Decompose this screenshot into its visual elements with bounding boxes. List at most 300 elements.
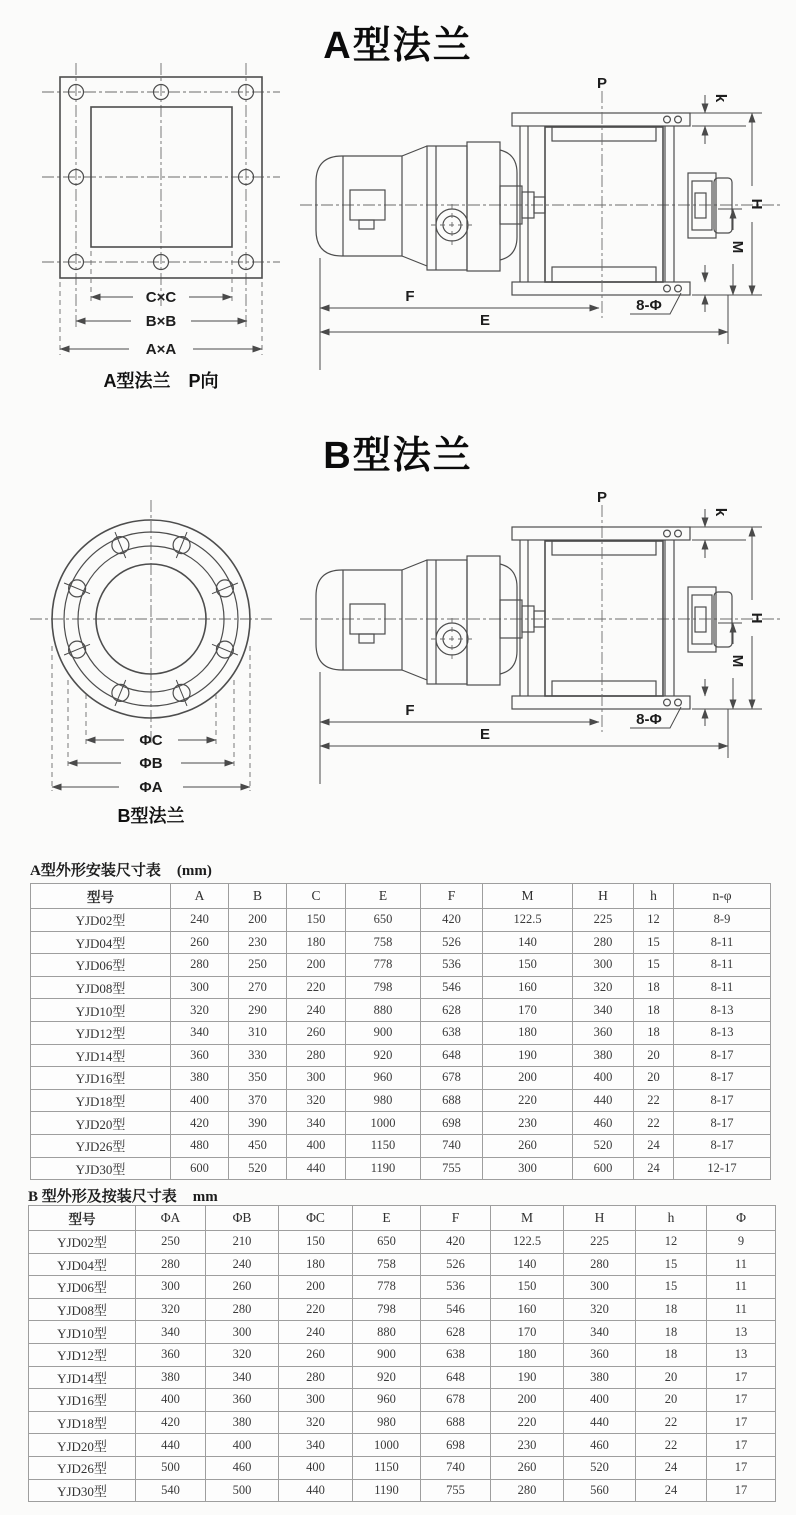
value-cell: 350 bbox=[229, 1067, 287, 1090]
table-row bbox=[31, 976, 771, 999]
column-header: E bbox=[353, 1206, 421, 1231]
value-cell: 13 bbox=[707, 1321, 776, 1344]
value-cell: 220 bbox=[287, 976, 346, 999]
label-h: H bbox=[748, 612, 765, 624]
value-cell: 536 bbox=[421, 1276, 491, 1299]
value-cell: 600 bbox=[573, 1157, 634, 1180]
value-cell: 400 bbox=[279, 1456, 353, 1479]
value-cell: 638 bbox=[421, 1343, 491, 1366]
value-cell: 380 bbox=[573, 1044, 634, 1067]
value-cell: 340 bbox=[206, 1366, 279, 1389]
value-cell: 200 bbox=[229, 909, 287, 932]
table-row bbox=[29, 1276, 776, 1299]
value-cell: 310 bbox=[229, 1021, 287, 1044]
value-cell: 440 bbox=[564, 1411, 636, 1434]
value-cell: 20 bbox=[634, 1067, 674, 1090]
value-cell: 280 bbox=[491, 1479, 564, 1502]
value-cell: 390 bbox=[229, 1112, 287, 1135]
value-cell: 17 bbox=[707, 1456, 776, 1479]
value-cell: 500 bbox=[136, 1456, 206, 1479]
value-cell: 260 bbox=[483, 1134, 573, 1157]
value-cell: 122.5 bbox=[483, 909, 573, 932]
table-b-title bbox=[28, 1185, 218, 1206]
value-cell: 900 bbox=[353, 1343, 421, 1366]
value-cell: 320 bbox=[171, 999, 229, 1022]
value-cell: 460 bbox=[573, 1112, 634, 1135]
label-m: M bbox=[729, 654, 746, 668]
model-cell: YJD14型 bbox=[29, 1366, 136, 1389]
model-cell: YJD04型 bbox=[31, 931, 171, 954]
a-dimensions-table bbox=[30, 883, 771, 1180]
value-cell: 300 bbox=[136, 1276, 206, 1299]
a-front-view-caption: A型法兰 P向 bbox=[103, 371, 219, 391]
value-cell: 450 bbox=[229, 1134, 287, 1157]
value-cell: 758 bbox=[346, 931, 421, 954]
value-cell: 300 bbox=[287, 1067, 346, 1090]
label-p: P bbox=[596, 489, 608, 506]
value-cell: 755 bbox=[421, 1157, 483, 1180]
value-cell: 150 bbox=[491, 1276, 564, 1299]
value-cell: 400 bbox=[564, 1389, 636, 1412]
column-header: h bbox=[634, 884, 674, 909]
column-header: Φ bbox=[707, 1206, 776, 1231]
column-header: H bbox=[564, 1206, 636, 1231]
model-cell: YJD16型 bbox=[31, 1067, 171, 1090]
value-cell: 778 bbox=[353, 1276, 421, 1299]
table-row bbox=[31, 909, 771, 932]
value-cell: 280 bbox=[287, 1044, 346, 1067]
value-cell: 160 bbox=[491, 1298, 564, 1321]
model-cell: YJD06型 bbox=[29, 1276, 136, 1299]
table-row bbox=[29, 1298, 776, 1321]
value-cell: 8-17 bbox=[674, 1044, 771, 1067]
value-cell: 150 bbox=[279, 1231, 353, 1254]
value-cell: 440 bbox=[287, 1157, 346, 1180]
value-cell: 420 bbox=[421, 909, 483, 932]
value-cell: 920 bbox=[346, 1044, 421, 1067]
value-cell: 440 bbox=[573, 1089, 634, 1112]
value-cell: 20 bbox=[634, 1044, 674, 1067]
model-cell: YJD16型 bbox=[29, 1389, 136, 1412]
label-f: F bbox=[405, 288, 415, 305]
value-cell: 12 bbox=[634, 909, 674, 932]
value-cell: 22 bbox=[636, 1411, 707, 1434]
value-cell: 17 bbox=[707, 1411, 776, 1434]
table-b-title-text: B 型外形及按装尺寸表 bbox=[28, 1189, 177, 1205]
value-cell: 400 bbox=[136, 1389, 206, 1412]
value-cell: 17 bbox=[707, 1479, 776, 1502]
model-cell: YJD08型 bbox=[31, 976, 171, 999]
value-cell: 11 bbox=[707, 1253, 776, 1276]
value-cell: 15 bbox=[636, 1253, 707, 1276]
value-cell: 628 bbox=[421, 999, 483, 1022]
value-cell: 380 bbox=[564, 1366, 636, 1389]
value-cell: 160 bbox=[483, 976, 573, 999]
value-cell: 270 bbox=[229, 976, 287, 999]
model-cell: YJD18型 bbox=[29, 1411, 136, 1434]
model-cell: YJD04型 bbox=[29, 1253, 136, 1276]
value-cell: 340 bbox=[279, 1434, 353, 1457]
a-flange-front-view-drawing bbox=[30, 55, 310, 415]
table-row bbox=[29, 1253, 776, 1276]
model-cell: YJD18型 bbox=[31, 1089, 171, 1112]
value-cell: 250 bbox=[229, 954, 287, 977]
column-header: 型号 bbox=[29, 1206, 136, 1231]
column-header: A bbox=[171, 884, 229, 909]
value-cell: 420 bbox=[136, 1411, 206, 1434]
dim-label-phia: ΦA bbox=[139, 779, 163, 796]
value-cell: 18 bbox=[636, 1321, 707, 1344]
table-header-row bbox=[31, 884, 771, 909]
value-cell: 280 bbox=[206, 1298, 279, 1321]
b-front-view-caption: B型法兰 bbox=[117, 806, 185, 826]
value-cell: 1190 bbox=[346, 1157, 421, 1180]
column-header: ΦC bbox=[279, 1206, 353, 1231]
value-cell: 678 bbox=[421, 1389, 491, 1412]
table-b-unit: mm bbox=[192, 1189, 218, 1205]
table-row bbox=[31, 954, 771, 977]
section-a-title: A型法兰 bbox=[323, 25, 473, 67]
value-cell: 220 bbox=[491, 1411, 564, 1434]
value-cell: 150 bbox=[287, 909, 346, 932]
value-cell: 8-11 bbox=[674, 954, 771, 977]
value-cell: 880 bbox=[353, 1321, 421, 1344]
value-cell: 180 bbox=[287, 931, 346, 954]
value-cell: 380 bbox=[171, 1067, 229, 1090]
value-cell: 15 bbox=[636, 1276, 707, 1299]
value-cell: 320 bbox=[564, 1298, 636, 1321]
value-cell: 8-17 bbox=[674, 1112, 771, 1135]
value-cell: 440 bbox=[279, 1479, 353, 1502]
table-a-title-text: A型外形安装尺寸表 bbox=[30, 863, 161, 879]
value-cell: 12-17 bbox=[674, 1157, 771, 1180]
value-cell: 400 bbox=[206, 1434, 279, 1457]
value-cell: 240 bbox=[279, 1321, 353, 1344]
value-cell: 360 bbox=[136, 1343, 206, 1366]
value-cell: 18 bbox=[634, 1021, 674, 1044]
model-cell: YJD10型 bbox=[31, 999, 171, 1022]
column-header: h bbox=[636, 1206, 707, 1231]
value-cell: 460 bbox=[564, 1434, 636, 1457]
value-cell: 8-13 bbox=[674, 999, 771, 1022]
table-row bbox=[31, 931, 771, 954]
b-dimensions-table bbox=[28, 1205, 776, 1502]
value-cell: 300 bbox=[279, 1389, 353, 1412]
value-cell: 170 bbox=[491, 1321, 564, 1344]
value-cell: 250 bbox=[136, 1231, 206, 1254]
value-cell: 340 bbox=[136, 1321, 206, 1344]
value-cell: 546 bbox=[421, 1298, 491, 1321]
value-cell: 24 bbox=[634, 1157, 674, 1180]
value-cell: 650 bbox=[353, 1231, 421, 1254]
value-cell: 758 bbox=[353, 1253, 421, 1276]
value-cell: 1000 bbox=[353, 1434, 421, 1457]
model-cell: YJD08型 bbox=[29, 1298, 136, 1321]
value-cell: 140 bbox=[483, 931, 573, 954]
value-cell: 740 bbox=[421, 1134, 483, 1157]
value-cell: 300 bbox=[483, 1157, 573, 1180]
label-e: E bbox=[479, 726, 491, 743]
value-cell: 320 bbox=[573, 976, 634, 999]
value-cell: 320 bbox=[279, 1411, 353, 1434]
label-m: M bbox=[729, 240, 746, 254]
value-cell: 20 bbox=[636, 1366, 707, 1389]
table-row bbox=[29, 1456, 776, 1479]
value-cell: 24 bbox=[636, 1456, 707, 1479]
table-row bbox=[31, 1157, 771, 1180]
value-cell: 20 bbox=[636, 1389, 707, 1412]
model-cell: YJD26型 bbox=[31, 1134, 171, 1157]
value-cell: 8-11 bbox=[674, 976, 771, 999]
value-cell: 600 bbox=[171, 1157, 229, 1180]
value-cell: 260 bbox=[287, 1021, 346, 1044]
value-cell: 300 bbox=[573, 954, 634, 977]
table-row bbox=[29, 1231, 776, 1254]
value-cell: 420 bbox=[421, 1231, 491, 1254]
value-cell: 340 bbox=[171, 1021, 229, 1044]
value-cell: 330 bbox=[229, 1044, 287, 1067]
value-cell: 260 bbox=[171, 931, 229, 954]
value-cell: 560 bbox=[564, 1479, 636, 1502]
value-cell: 698 bbox=[421, 1112, 483, 1135]
value-cell: 688 bbox=[421, 1411, 491, 1434]
value-cell: 360 bbox=[206, 1389, 279, 1412]
value-cell: 340 bbox=[564, 1321, 636, 1344]
column-header: F bbox=[421, 884, 483, 909]
value-cell: 688 bbox=[421, 1089, 483, 1112]
table-row bbox=[31, 999, 771, 1022]
label-h: H bbox=[748, 198, 765, 210]
value-cell: 150 bbox=[483, 954, 573, 977]
value-cell: 520 bbox=[229, 1157, 287, 1180]
value-cell: 12 bbox=[636, 1231, 707, 1254]
value-cell: 920 bbox=[353, 1366, 421, 1389]
table-row bbox=[29, 1321, 776, 1344]
value-cell: 300 bbox=[206, 1321, 279, 1344]
value-cell: 200 bbox=[279, 1276, 353, 1299]
column-header: M bbox=[483, 884, 573, 909]
value-cell: 400 bbox=[171, 1089, 229, 1112]
value-cell: 300 bbox=[564, 1276, 636, 1299]
value-cell: 440 bbox=[136, 1434, 206, 1457]
column-header: ΦA bbox=[136, 1206, 206, 1231]
value-cell: 360 bbox=[171, 1044, 229, 1067]
b-flange-front-view-drawing bbox=[20, 488, 300, 848]
value-cell: 290 bbox=[229, 999, 287, 1022]
value-cell: 520 bbox=[564, 1456, 636, 1479]
value-cell: 240 bbox=[287, 999, 346, 1022]
value-cell: 628 bbox=[421, 1321, 491, 1344]
value-cell: 400 bbox=[287, 1134, 346, 1157]
value-cell: 960 bbox=[346, 1067, 421, 1090]
value-cell: 22 bbox=[634, 1112, 674, 1135]
value-cell: 755 bbox=[421, 1479, 491, 1502]
value-cell: 380 bbox=[206, 1411, 279, 1434]
value-cell: 230 bbox=[491, 1434, 564, 1457]
value-cell: 17 bbox=[707, 1434, 776, 1457]
table-row bbox=[31, 1044, 771, 1067]
label-k: k bbox=[712, 507, 729, 517]
value-cell: 520 bbox=[573, 1134, 634, 1157]
value-cell: 180 bbox=[483, 1021, 573, 1044]
value-cell: 18 bbox=[634, 999, 674, 1022]
value-cell: 1000 bbox=[346, 1112, 421, 1135]
value-cell: 540 bbox=[136, 1479, 206, 1502]
value-cell: 648 bbox=[421, 1044, 483, 1067]
model-cell: YJD02型 bbox=[31, 909, 171, 932]
value-cell: 240 bbox=[171, 909, 229, 932]
value-cell: 180 bbox=[279, 1253, 353, 1276]
value-cell: 500 bbox=[206, 1479, 279, 1502]
value-cell: 8-17 bbox=[674, 1089, 771, 1112]
table-row bbox=[29, 1479, 776, 1502]
label-p: P bbox=[596, 75, 608, 92]
dim-label-phic: ΦC bbox=[139, 732, 163, 749]
value-cell: 280 bbox=[279, 1366, 353, 1389]
value-cell: 526 bbox=[421, 931, 483, 954]
a-machine-side-view-drawing bbox=[300, 75, 796, 378]
value-cell: 210 bbox=[206, 1231, 279, 1254]
value-cell: 320 bbox=[287, 1089, 346, 1112]
value-cell: 18 bbox=[634, 976, 674, 999]
column-header: F bbox=[421, 1206, 491, 1231]
value-cell: 980 bbox=[346, 1089, 421, 1112]
value-cell: 900 bbox=[346, 1021, 421, 1044]
value-cell: 260 bbox=[206, 1276, 279, 1299]
value-cell: 9 bbox=[707, 1231, 776, 1254]
value-cell: 420 bbox=[171, 1112, 229, 1135]
table-row bbox=[29, 1366, 776, 1389]
value-cell: 8-17 bbox=[674, 1134, 771, 1157]
value-cell: 18 bbox=[636, 1298, 707, 1321]
value-cell: 225 bbox=[564, 1231, 636, 1254]
value-cell: 320 bbox=[136, 1298, 206, 1321]
value-cell: 536 bbox=[421, 954, 483, 977]
value-cell: 638 bbox=[421, 1021, 483, 1044]
table-row bbox=[29, 1411, 776, 1434]
value-cell: 8-9 bbox=[674, 909, 771, 932]
value-cell: 648 bbox=[421, 1366, 491, 1389]
column-header: 型号 bbox=[31, 884, 171, 909]
value-cell: 22 bbox=[636, 1434, 707, 1457]
value-cell: 8-13 bbox=[674, 1021, 771, 1044]
model-cell: YJD26型 bbox=[29, 1456, 136, 1479]
model-cell: YJD12型 bbox=[29, 1343, 136, 1366]
model-cell: YJD02型 bbox=[29, 1231, 136, 1254]
value-cell: 13 bbox=[707, 1343, 776, 1366]
value-cell: 8-11 bbox=[674, 931, 771, 954]
value-cell: 240 bbox=[206, 1253, 279, 1276]
value-cell: 22 bbox=[634, 1089, 674, 1112]
column-header: B bbox=[229, 884, 287, 909]
value-cell: 526 bbox=[421, 1253, 491, 1276]
value-cell: 320 bbox=[206, 1343, 279, 1366]
value-cell: 960 bbox=[353, 1389, 421, 1412]
value-cell: 15 bbox=[634, 931, 674, 954]
value-cell: 180 bbox=[491, 1343, 564, 1366]
value-cell: 340 bbox=[287, 1112, 346, 1135]
column-header: ΦB bbox=[206, 1206, 279, 1231]
value-cell: 678 bbox=[421, 1067, 483, 1090]
table-row bbox=[31, 1067, 771, 1090]
value-cell: 480 bbox=[171, 1134, 229, 1157]
value-cell: 300 bbox=[171, 976, 229, 999]
value-cell: 880 bbox=[346, 999, 421, 1022]
value-cell: 190 bbox=[483, 1044, 573, 1067]
value-cell: 370 bbox=[229, 1089, 287, 1112]
value-cell: 200 bbox=[287, 954, 346, 977]
value-cell: 360 bbox=[573, 1021, 634, 1044]
column-header: E bbox=[346, 884, 421, 909]
model-cell: YJD30型 bbox=[31, 1157, 171, 1180]
value-cell: 340 bbox=[573, 999, 634, 1022]
value-cell: 15 bbox=[634, 954, 674, 977]
value-cell: 740 bbox=[421, 1456, 491, 1479]
dim-label-phib: ΦB bbox=[139, 755, 163, 772]
value-cell: 778 bbox=[346, 954, 421, 977]
model-cell: YJD10型 bbox=[29, 1321, 136, 1344]
label-bolt-count: 8-Φ bbox=[636, 297, 662, 314]
value-cell: 280 bbox=[564, 1253, 636, 1276]
dim-label-axa: A×A bbox=[145, 341, 177, 358]
value-cell: 122.5 bbox=[491, 1231, 564, 1254]
table-row bbox=[31, 1089, 771, 1112]
value-cell: 140 bbox=[491, 1253, 564, 1276]
value-cell: 650 bbox=[346, 909, 421, 932]
value-cell: 170 bbox=[483, 999, 573, 1022]
table-a-unit: (mm) bbox=[176, 863, 212, 879]
model-cell: YJD20型 bbox=[31, 1112, 171, 1135]
value-cell: 260 bbox=[279, 1343, 353, 1366]
label-bolt-count: 8-Φ bbox=[636, 711, 662, 728]
model-cell: YJD12型 bbox=[31, 1021, 171, 1044]
value-cell: 1150 bbox=[353, 1456, 421, 1479]
value-cell: 798 bbox=[346, 976, 421, 999]
model-cell: YJD20型 bbox=[29, 1434, 136, 1457]
value-cell: 698 bbox=[421, 1434, 491, 1457]
value-cell: 1190 bbox=[353, 1479, 421, 1502]
table-row bbox=[31, 1021, 771, 1044]
model-cell: YJD14型 bbox=[31, 1044, 171, 1067]
table-row bbox=[31, 1112, 771, 1135]
dim-label-bxb: B×B bbox=[145, 313, 177, 330]
value-cell: 280 bbox=[171, 954, 229, 977]
value-cell: 11 bbox=[707, 1276, 776, 1299]
table-header-row bbox=[29, 1206, 776, 1231]
value-cell: 225 bbox=[573, 909, 634, 932]
value-cell: 280 bbox=[136, 1253, 206, 1276]
value-cell: 360 bbox=[564, 1343, 636, 1366]
column-header: M bbox=[491, 1206, 564, 1231]
value-cell: 230 bbox=[483, 1112, 573, 1135]
value-cell: 1150 bbox=[346, 1134, 421, 1157]
centerlines bbox=[30, 500, 272, 746]
value-cell: 280 bbox=[573, 931, 634, 954]
value-cell: 200 bbox=[491, 1389, 564, 1412]
value-cell: 380 bbox=[136, 1366, 206, 1389]
value-cell: 24 bbox=[634, 1134, 674, 1157]
label-e: E bbox=[479, 312, 491, 329]
b-machine-side-view-drawing bbox=[300, 489, 796, 792]
table-a-title bbox=[30, 859, 212, 880]
value-cell: 220 bbox=[483, 1089, 573, 1112]
value-cell: 546 bbox=[421, 976, 483, 999]
value-cell: 11 bbox=[707, 1298, 776, 1321]
value-cell: 980 bbox=[353, 1411, 421, 1434]
value-cell: 230 bbox=[229, 931, 287, 954]
value-cell: 17 bbox=[707, 1389, 776, 1412]
value-cell: 200 bbox=[483, 1067, 573, 1090]
